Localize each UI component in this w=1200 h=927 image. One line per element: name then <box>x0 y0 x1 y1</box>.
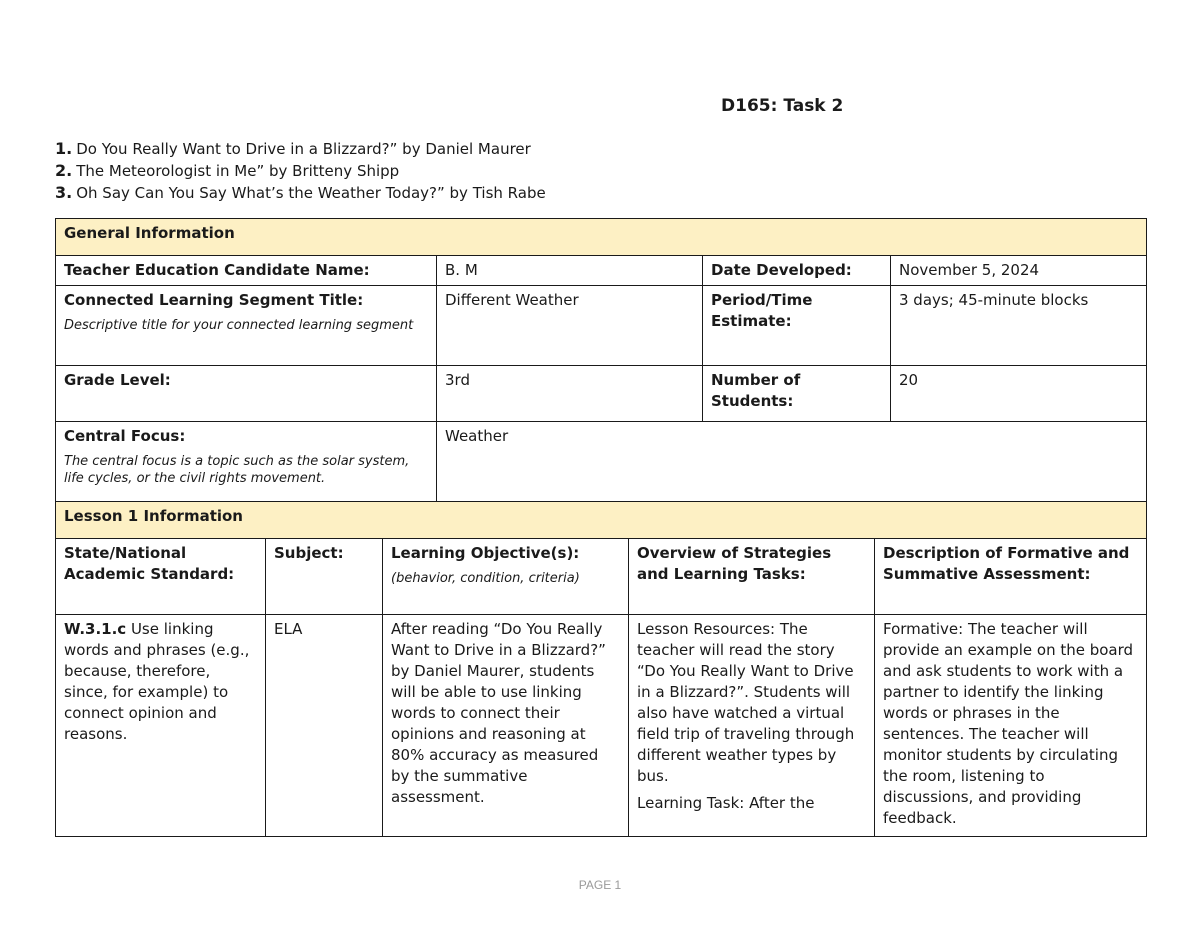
strategies-resources: Lesson Resources: The teacher will read the story “Do You Really Want to Drive in a Blizzard?”. Students will also have watched a virtual field trip of traveling through different weather types by bus. <box>637 620 855 785</box>
objective-cell: After reading “Do You Really Want to Drive in a Blizzard?” by Daniel Maurer, students will be able to use linking words to connect their opinions and reasoning at 80% accuracy as measured by the summative assessment. <box>383 615 629 837</box>
document-title: D165: Task 2 <box>721 96 844 116</box>
standard-header: State/National Academic Standard: <box>56 539 266 615</box>
lesson-plan-table <box>55 218 1147 837</box>
central-focus-hint: The central focus is a topic such as the solar system, life cycles, or the civil rights movement. <box>64 454 410 486</box>
list-item <box>55 138 546 160</box>
standard-text: Use linking words and phrases (e.g., because, therefore, since, for example) to connect opinion and reasons. <box>64 620 250 743</box>
date-developed-label: Date Developed: <box>703 256 891 286</box>
candidate-name-value: B. M <box>437 256 703 286</box>
objectives-header: Learning Objective(s): (behavior, condition, criteria) <box>383 539 629 615</box>
number-of-students-value: 20 <box>891 366 1147 422</box>
standard-cell <box>56 615 266 837</box>
list-item <box>55 182 546 204</box>
page-number: PAGE 1 <box>578 878 622 892</box>
source-text: The Meteorologist in Me” by Britteny Shipp <box>76 162 400 180</box>
date-developed-value: November 5, 2024 <box>891 256 1147 286</box>
segment-title-hint: Descriptive title for your connected learning segment <box>64 318 414 333</box>
strategies-task: Learning Task: After the <box>637 794 815 812</box>
period-estimate-value: 3 days; 45-minute blocks <box>891 286 1147 366</box>
strategies-header: Overview of Strategies and Learning Tasks: <box>629 539 875 615</box>
number-of-students-label: Number of Students: <box>703 366 891 422</box>
lesson1-heading: Lesson 1 Information <box>56 502 1147 539</box>
period-estimate-label: Period/Time Estimate: <box>703 286 891 366</box>
subject-header: Subject: <box>266 539 383 615</box>
subject-cell: ELA <box>266 615 383 837</box>
grade-level-label: Grade Level: <box>56 366 437 422</box>
assessment-cell: Formative: The teacher will provide an example on the board and ask students to work with a partner to identify the linking words or phrases in the sentences. The teacher will monitor students by circulating the room, listening to discussions, and providing feedback. <box>875 615 1147 837</box>
central-focus-label: Central Focus: The central focus is a topic such as the solar system, life cycles, or the civil rights movement. <box>56 422 437 502</box>
objectives-hint: (behavior, condition, criteria) <box>391 571 580 586</box>
candidate-name-label: Teacher Education Candidate Name: <box>56 256 437 286</box>
assessment-header: Description of Formative and Summative Assessment: <box>875 539 1147 615</box>
standard-code: W.3.1.c <box>64 620 127 638</box>
segment-title-label: Connected Learning Segment Title: Descriptive title for your connected learning segment <box>56 286 437 366</box>
strategies-cell <box>629 615 875 837</box>
central-focus-value: Weather <box>437 422 1147 502</box>
source-text: Do You Really Want to Drive in a Blizzard?” by Daniel Maurer <box>76 140 531 158</box>
list-number: 2. <box>55 161 73 180</box>
list-number: 1. <box>55 139 73 158</box>
segment-title-value: Different Weather <box>437 286 703 366</box>
list-item <box>55 160 546 182</box>
general-info-heading: General Information <box>56 219 1147 256</box>
source-list <box>55 138 546 204</box>
source-text: Oh Say Can You Say What’s the Weather Today?” by Tish Rabe <box>76 184 546 202</box>
grade-level-value: 3rd <box>437 366 703 422</box>
list-number: 3. <box>55 183 73 202</box>
